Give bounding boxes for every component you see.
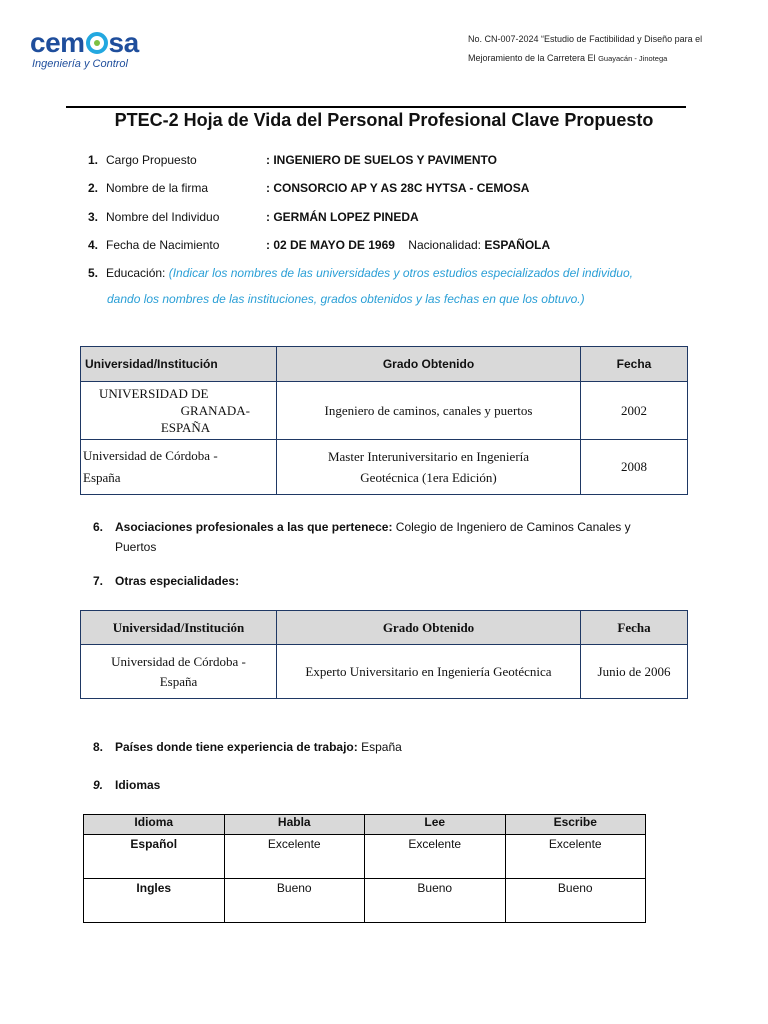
logo-wordmark — [30, 28, 170, 58]
item-specialties: 7. Otras especialidades: — [93, 574, 240, 588]
header-rule — [66, 106, 686, 108]
table-header-row — [81, 347, 688, 382]
table-row — [84, 879, 646, 923]
header-institution: Universidad/Institución — [81, 611, 277, 645]
item-associations: 6. Asociaciones profesionales a las que pertenece: Colegio de Ingeniero de Caminos Canales y Puertos — [93, 520, 631, 554]
page-title: PTEC-2 Hoja de Vida del Personal Profesional Clave Propuesto — [114, 110, 654, 130]
languages-table — [83, 814, 646, 923]
degree-cell: Master Interuniversitario en Ingeniería Geotécnica (1era Edición) — [277, 440, 581, 495]
header-speak: Habla — [224, 815, 365, 835]
logo-word-left: cem — [30, 27, 85, 58]
header-language: Idioma — [84, 815, 225, 835]
write-cell: Excelente — [505, 835, 646, 879]
date-cell: 2002 — [581, 382, 688, 440]
speak-cell: Excelente — [224, 835, 365, 879]
institution-cell: Universidad de Córdoba - España — [81, 440, 277, 495]
header-date: Fecha — [581, 347, 688, 382]
item-individual: 3. Nombre del Individuo : GERMÁN LOPEZ PINEDA — [88, 210, 419, 224]
degree-cell: Ingeniero de caminos, canales y puertos — [277, 382, 581, 440]
header-date: Fecha — [581, 611, 688, 645]
table-row — [84, 835, 646, 879]
item-languages: 9. Idiomas — [93, 778, 161, 792]
table-header-row — [81, 611, 688, 645]
specialties-table — [80, 610, 688, 699]
item-education: 5. Educación: (Indicar los nombres de las universidades y otros estudios especializados del individuo, — [88, 266, 633, 280]
degree-cell: Experto Universitario en Ingeniería Geotécnica — [277, 645, 581, 699]
institution-cell: UNIVERSIDAD DE GRANADA- ESPAÑA — [81, 382, 277, 440]
header-degree: Grado Obtenido — [277, 347, 581, 382]
education-hint-line-2: dando los nombres de las instituciones, grados obtenidos y las fechas en que los obtuvo.) — [107, 292, 585, 306]
header-institution: Universidad/Institución — [81, 347, 277, 382]
date-cell: 2008 — [581, 440, 688, 495]
write-cell: Bueno — [505, 879, 646, 923]
logo-o-icon — [86, 32, 108, 54]
table-header-row — [84, 815, 646, 835]
header-read: Lee — [365, 815, 506, 835]
education-table — [80, 346, 688, 495]
logo-tagline: Ingeniería y Control — [32, 58, 128, 70]
company-logo — [30, 28, 170, 78]
read-cell: Bueno — [365, 879, 506, 923]
header-write: Escribe — [505, 815, 646, 835]
item-birth: 4. Fecha de Nacimiento : 02 DE MAYO DE 1969 Nacionalidad: ESPAÑOLA — [88, 238, 551, 252]
table-row — [81, 440, 688, 495]
read-cell: Excelente — [365, 835, 506, 879]
contract-reference — [468, 30, 743, 68]
language-cell: Español — [84, 835, 225, 879]
logo-word-right: sa — [108, 27, 139, 58]
date-cell: Junio de 2006 — [581, 645, 688, 699]
header-degree: Grado Obtenido — [277, 611, 581, 645]
table-row — [81, 382, 688, 440]
item-countries: 8. Países donde tiene experiencia de trabajo: España — [93, 740, 402, 754]
speak-cell: Bueno — [224, 879, 365, 923]
item-firm: 2. Nombre de la firma : CONSORCIO AP Y AS 28C HYTSA - CEMOSA — [88, 181, 530, 195]
item-position: 1. Cargo Propuesto : INGENIERO DE SUELOS Y PAVIMENTO — [88, 153, 497, 167]
table-row — [81, 645, 688, 699]
reference-line-2: Mejoramiento de la Carretera El Guayacán - Jinotega — [468, 53, 668, 63]
institution-cell: Universidad de Córdoba - España — [81, 645, 277, 699]
language-cell: Ingles — [84, 879, 225, 923]
reference-line-1: No. CN-007-2024 “Estudio de Factibilidad y Diseño para el — [468, 34, 703, 44]
